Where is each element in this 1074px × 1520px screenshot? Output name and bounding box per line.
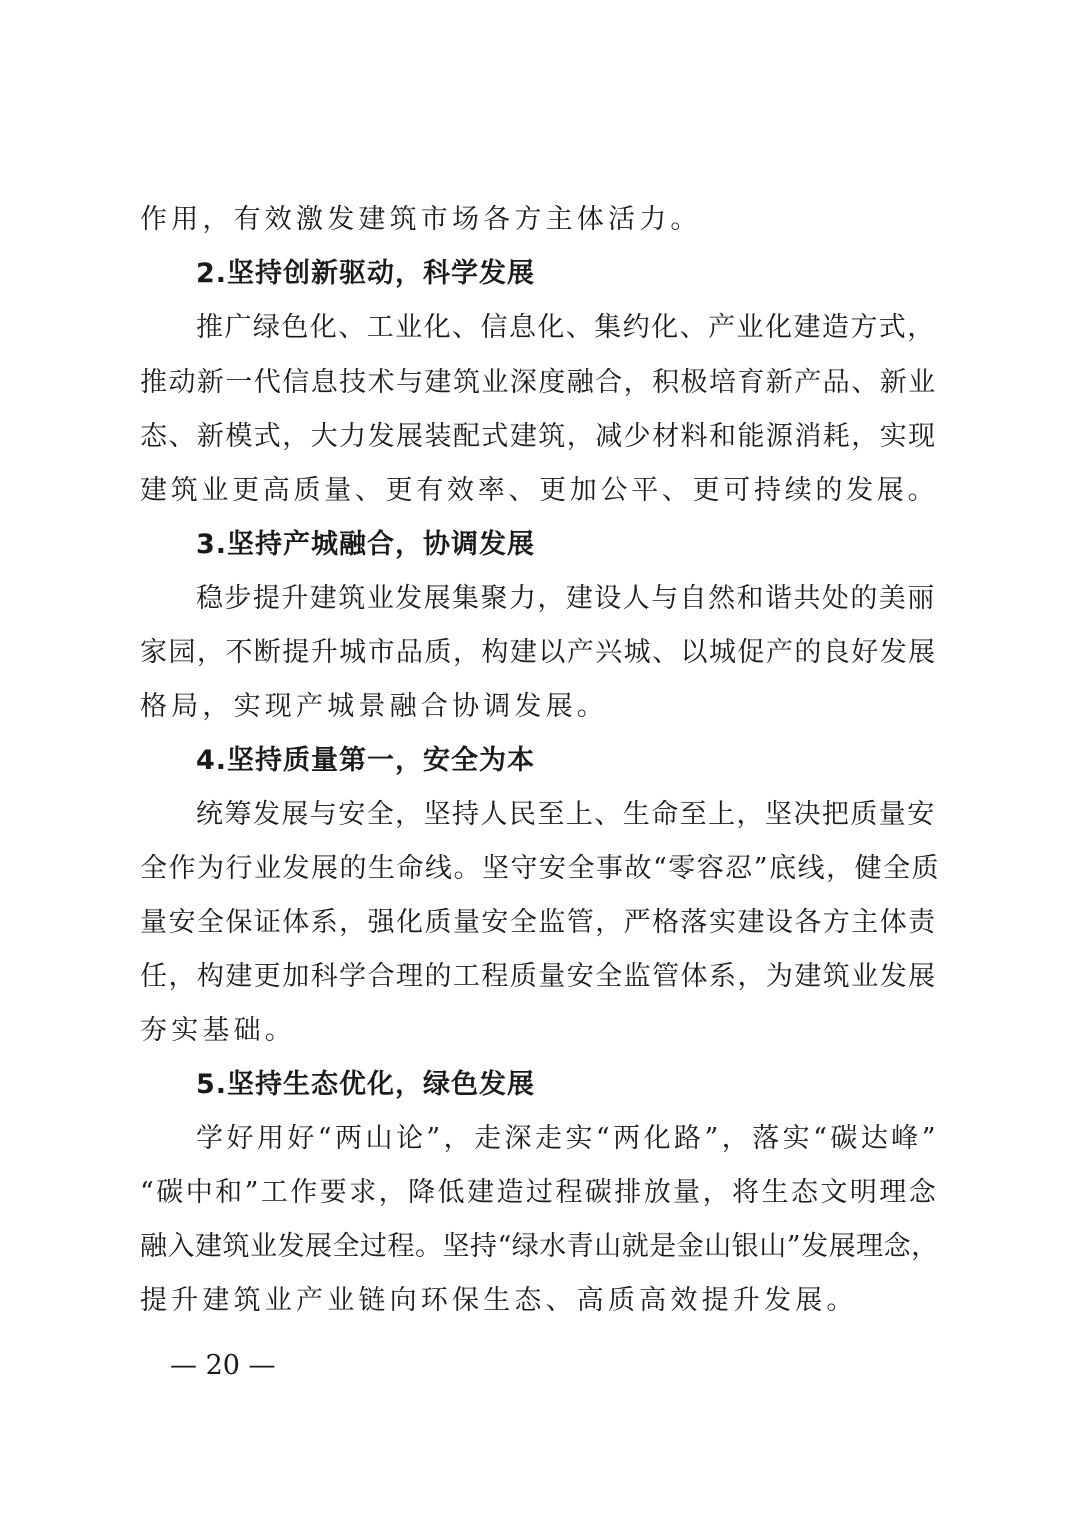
page-number: — 20 — [170,1350,276,1381]
paragraph-line: 稳步提升建筑业发展集聚力，建设人与自然和谐共处的美丽 [196,583,936,614]
paragraph-line: 融入建筑业发展全过程。坚持“绿水青山就是金山银山”发展理念， [140,1231,939,1262]
section-heading-3: 3.坚持产城融合，协调发展 [196,529,536,560]
paragraph-line: 任，构建更加科学合理的工程质量安全监管体系，为建筑业发展 [140,961,937,992]
paragraph-line: 推动新一代信息技术与建筑业深度融合，积极培育新产品、新业 [140,367,937,398]
section-heading-2: 2.坚持创新驱动，科学发展 [196,258,536,289]
paragraph-line: “碳中和”工作要求，降低建造过程碳排放量，将生态文明理念 [140,1177,939,1208]
section-heading-5: 5.坚持生态优化，绿色发展 [196,1069,536,1100]
paragraph-line: 格局，实现产城景融合协调发展。 [140,691,608,722]
paragraph-line: 量安全保证体系，强化质量安全监管，严格落实建设各方主体责 [140,907,937,938]
paragraph-line: 学好用好“两山论”，走深走实“两化路”，落实“碳达峰” [196,1123,939,1154]
paragraph-line: 推广绿色化、工业化、信息化、集约化、产业化建造方式， [196,312,936,343]
paragraph-line: 全作为行业发展的生命线。坚守安全事故“零容忍”底线，健全质 [140,853,941,884]
paragraph-line: 夯实基础。 [140,1015,296,1046]
paragraph-line: 家园，不断提升城市品质，构建以产兴城、以城促产的良好发展 [140,637,937,668]
paragraph-line: 统筹发展与安全，坚持人民至上、生命至上，坚决把质量安 [196,799,936,830]
section-heading-4: 4.坚持质量第一，安全为本 [196,745,536,776]
paragraph-line: 态、新模式，大力发展装配式建筑，减少材料和能源消耗，实现 [140,421,937,452]
paragraph-line: 提升建筑业产业链向环保生态、高质高效提升发展。 [140,1285,858,1316]
paragraph-line: 建筑业更高质量、更有效率、更加公平、更可持续的发展。 [140,475,939,506]
paragraph-line: 作用，有效激发建筑市场各方主体活力。 [140,204,702,235]
